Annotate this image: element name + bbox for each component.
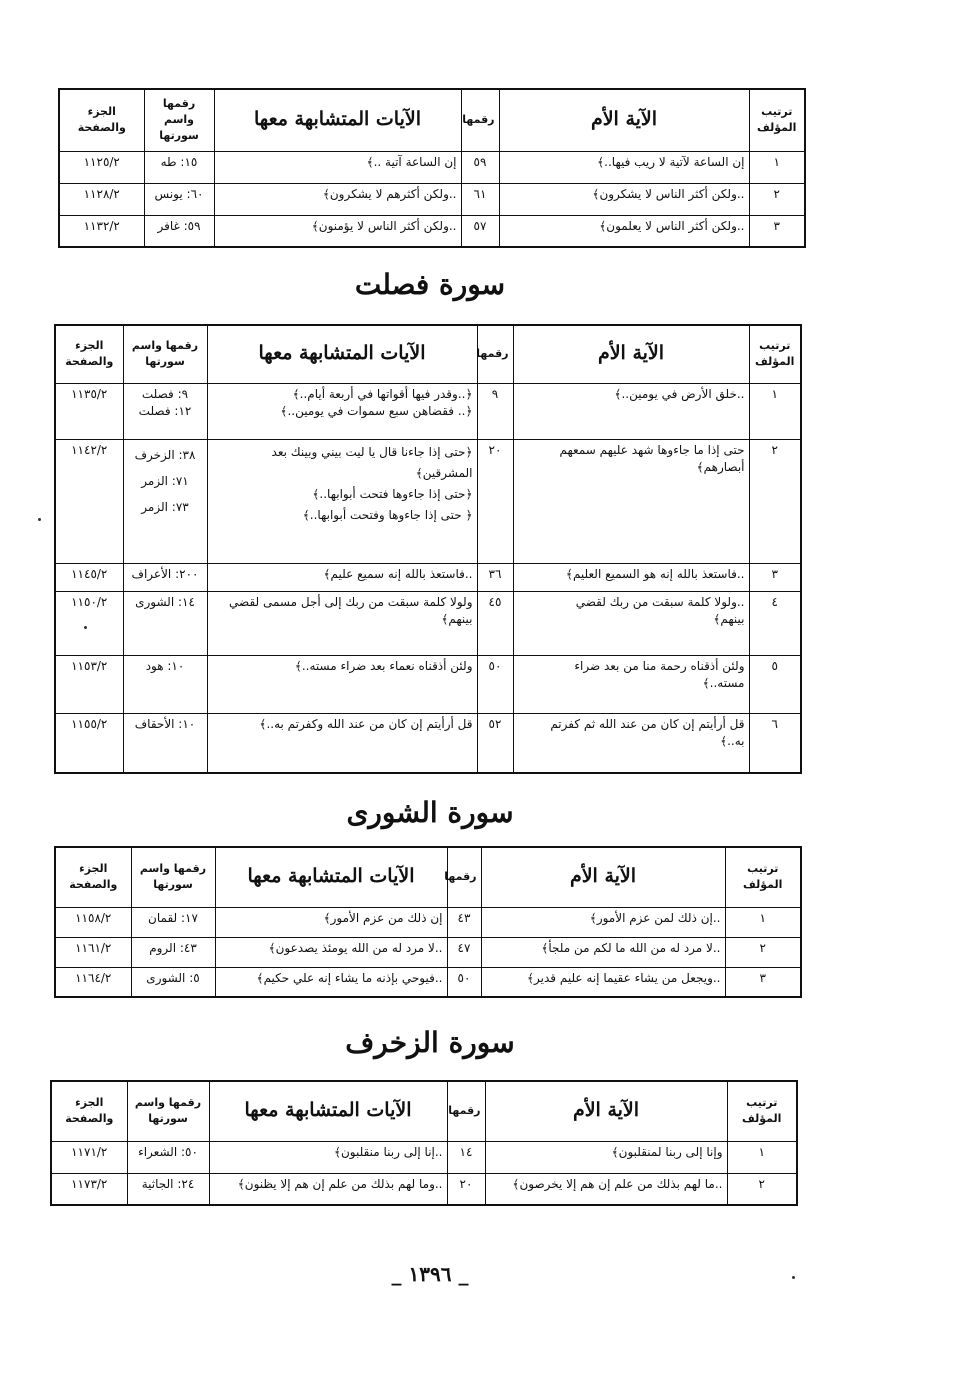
text-line: بينهم﴾ [713,611,745,626]
similar-verse-cell [207,563,477,591]
sura-cell: ٢٤: الجاثية [127,1173,209,1205]
header-mother-verse: الآية الأم [513,325,749,383]
text-line: ﴿ حتى إذا جاءوها وفتحت أبوابها..﴾ [302,507,473,522]
mother-verse-cell: ..ولكن أكثر الناس لا يشكرون﴾ [499,183,749,215]
header-part-and-page: الجزء والصفحة [51,1081,127,1141]
text-line: ولولا كلمة سبقت من ربك إلى أجل مسمى لقضي [229,594,473,609]
table-row [55,439,801,563]
verse-number-cell: ٥٠ [447,967,481,997]
mother-verse-cell: ..ما لهم بذلك من علم إن هم إلا يخرصون﴾ [485,1173,727,1205]
page-cell: ١١٧١/٢ [51,1141,127,1173]
sura-cell [123,563,207,591]
header-order: ترتيب المؤلف [749,325,801,383]
page-cell: ١١٣٢/٢ [59,215,144,247]
header-mother-verse: الآية الأم [481,847,725,907]
verse-number-cell: ٣٦ [477,563,513,591]
similar-verse-cell: إن ذلك من عزم الأمور﴾ [215,907,447,937]
order-cell: ٣ [725,967,801,997]
page-cell: ١١٧٣/٢ [51,1173,127,1205]
table-previous-sura [58,88,806,248]
text-line: ﴿.. فقضاهن سبع سموات في يومين..﴾ [280,403,473,418]
table-row [55,383,801,439]
sura-cell [123,439,207,563]
header-similar-verses: الآيات المتشابهة معها [207,325,477,383]
header-order: ترتيب المؤلف [749,89,805,151]
mother-verse-cell [513,655,749,713]
mother-verse-cell: ..لا مرد له من الله ما لكم من ملجأ﴾ [481,937,725,967]
text-line: ٣٨: الزخرف [134,447,196,462]
similar-verse-cell: ..لا مرد له من الله يومئذ يصدعون﴾ [215,937,447,967]
verse-number-cell: ١٤ [447,1141,485,1173]
header-num-and-sura: رقمها واسم سورتها [123,325,207,383]
verse-number-cell: ٤٧ [447,937,481,967]
page-cell: ١١٦٤/٢ [55,967,131,997]
similar-verse-cell: ..ولكن أكثر الناس لا يؤمنون﴾ [214,215,461,247]
verse-number-cell: ٢٠ [447,1173,485,1205]
text-line: بينهم﴾ [441,611,473,626]
verse-number-cell: ٥٠ [477,655,513,713]
verse-number-cell: ٤٥ [477,591,513,655]
order-cell: ١ [749,151,805,183]
header-num-and-sura: رقمها واسم سورتها [144,89,214,151]
similar-verse-cell: ..فيوحي بإذنه ما يشاء إنه علي حكيم﴾ [215,967,447,997]
header-order: ترتيب المؤلف [727,1081,797,1141]
text-line: ٧٣: الزمر [141,500,189,515]
table-row [59,183,805,215]
order-cell: ٥ [749,655,801,713]
text-line: ١٠: الأحقاف [134,716,196,731]
page-cell: ١١٦١/٢ [55,937,131,967]
text-line: ﴿حتى إذا جاءوها فتحت أبوابها..﴾ [312,486,473,501]
similar-verse-cell [207,591,477,655]
scan-speck [38,518,41,521]
table-row [59,151,805,183]
verse-number-cell: ٥٢ [477,713,513,773]
table-row [55,937,801,967]
header-num-and-sura: رقمها واسم سورتها [131,847,215,907]
similar-verse-cell: إن الساعة آتية ..﴾ [214,151,461,183]
mother-verse-cell: ..ويجعل من يشاء عقيما إنه عليم قدير﴾ [481,967,725,997]
table-row [55,907,801,937]
table-fussilat [54,324,802,774]
sura-cell: ٥: الشورى [131,967,215,997]
page-cell: ١١٥٨/٢ [55,907,131,937]
sura-cell [123,713,207,773]
mother-verse-cell [513,439,749,563]
sura-title-ash-shura: سورة الشورى [346,796,514,829]
order-cell: ١ [749,383,801,439]
page-cell: ١١٢٨/٢ [59,183,144,215]
table-ash-shura [54,846,802,998]
verse-number-cell: ٩ [477,383,513,439]
similar-verse-cell [207,655,477,713]
order-cell: ١ [727,1141,797,1173]
header-similar-verses: الآيات المتشابهة معها [214,89,461,151]
mother-verse-cell [513,713,749,773]
sura-cell: ٦٠: يونس [144,183,214,215]
table-row [55,967,801,997]
sura-cell [123,591,207,655]
text-line: به..﴾ [720,733,745,748]
order-cell: ٣ [749,215,805,247]
text-line: ﴿حتى إذا جاءنا قال يا ليت بيني وبينك بعد [271,444,473,459]
page-cell: ١١٤٥/٢ [55,563,123,591]
table-row [51,1141,797,1173]
similar-verse-cell [207,713,477,773]
sura-cell: ٤٣: الروم [131,937,215,967]
mother-verse-cell: وإنا إلى ربنا لمنقلبون﴾ [485,1141,727,1173]
text-line: ولئن أذقناه نعماء بعد ضراء مسته..﴾ [294,658,473,673]
text-line: ٢٠٠: الأعراف [131,566,199,581]
text-line: حتى إذا ما جاءوها شهد عليهم سمعهم [559,442,745,457]
verse-number-cell: ٤٣ [447,907,481,937]
mother-verse-cell: ..إن ذلك لمن عزم الأمور﴾ [481,907,725,937]
table-row [51,1173,797,1205]
text-line: ٧١: الزمر [141,473,189,488]
header-part-and-page: الجزء والصفحة [59,89,144,151]
order-cell: ١ [725,907,801,937]
text-line: ٩: فصلت [141,386,189,401]
header-its-number: رقمها [447,847,481,907]
header-num-and-sura: رقمها واسم سورتها [127,1081,209,1141]
text-line: قل أرأيتم إن كان من عند الله وكفرتم به..﴾ [259,716,473,731]
page-cell: ١١٤٢/٢ [55,439,123,563]
header-its-number: رقمها [447,1081,485,1141]
sura-title-az-zukhruf: سورة الزخرف [345,1026,515,1059]
verse-number-cell: ٢٠ [477,439,513,563]
text-line: ..فاستعذ بالله إنه هو السميع العليم﴾ [565,566,745,581]
verse-number-cell: ٥٧ [461,215,499,247]
order-cell: ٤ [749,591,801,655]
header-similar-verses: الآيات المتشابهة معها [215,847,447,907]
mother-verse-cell [513,591,749,655]
text-line: المشرقين﴾ [415,465,473,480]
mother-verse-cell: إن الساعة لآتية لا ريب فيها..﴾ [499,151,749,183]
sura-title-fussilat: سورة فصلت [354,268,506,301]
page-cell: ١١٥٠/٢ [55,591,123,655]
verse-number-cell: ٦١ [461,183,499,215]
order-cell: ٢ [725,937,801,967]
page-number: _ ١٣٩٦ _ [391,1262,469,1286]
header-mother-verse: الآية الأم [499,89,749,151]
scan-speck [84,626,87,629]
similar-verse-cell: ..إنا إلى ربنا منقلبون﴾ [209,1141,447,1173]
sura-cell [123,655,207,713]
text-line: ١٠: هود [145,658,185,673]
text-line: ١٤: الشورى [135,594,195,609]
sura-cell: ١٧: لقمان [131,907,215,937]
header-order: ترتيب المؤلف [725,847,801,907]
text-line: ١٢: فصلت [138,403,192,418]
table-row [55,591,801,655]
header-mother-verse: الآية الأم [485,1081,727,1141]
sura-cell [123,383,207,439]
sura-cell: ٥٠: الشعراء [127,1141,209,1173]
header-similar-verses: الآيات المتشابهة معها [209,1081,447,1141]
table-az-zukhruf [50,1080,798,1206]
mother-verse-cell: ..ولكن أكثر الناس لا يعلمون﴾ [499,215,749,247]
verse-number-cell: ٥٩ [461,151,499,183]
similar-verse-cell [207,439,477,563]
page-cell: ١١٥٥/٢ [55,713,123,773]
table-row [55,563,801,591]
similar-verse-cell [207,383,477,439]
header-part-and-page: الجزء والصفحة [55,325,123,383]
header-its-number: رقمها [461,89,499,151]
table-row [59,215,805,247]
sura-cell: ٥٩: غافر [144,215,214,247]
order-cell: ٢ [749,183,805,215]
text-line: ..ولولا كلمة سبقت من ربك لقضي [575,594,745,609]
order-cell: ٢ [727,1173,797,1205]
page-cell: ١١٣٥/٢ [55,383,123,439]
order-cell: ٢ [749,439,801,563]
text-line: ﴿..وقدر فيها أقواتها في أربعة أيام..﴾ [292,386,473,401]
order-cell: ٣ [749,563,801,591]
mother-verse-cell [513,383,749,439]
text-line: قل أرأيتم إن كان من عند الله ثم كفرتم [550,716,745,731]
text-line: ..خلق الأرض في يومين..﴾ [614,386,745,401]
page-cell: ١١٥٣/٢ [55,655,123,713]
similar-verse-cell: ..وما لهم بذلك من علم إن هم إلا يظنون﴾ [209,1173,447,1205]
mother-verse-cell [513,563,749,591]
text-line: أبصارهم﴾ [696,459,745,474]
text-line: ..فاستعذ بالله إنه سميع عليم﴾ [323,566,473,581]
similar-verse-cell: ..ولكن أكثرهم لا يشكرون﴾ [214,183,461,215]
order-cell: ٦ [749,713,801,773]
page-cell: ١١٢٥/٢ [59,151,144,183]
table-row [55,713,801,773]
scan-speck [792,1276,795,1279]
header-part-and-page: الجزء والصفحة [55,847,131,907]
text-line: مسته..﴾ [702,675,745,690]
text-line: ولئن أذقناه رحمة منا من بعد ضراء [574,658,745,673]
header-its-number: رقمها [477,325,513,383]
table-row [55,655,801,713]
sura-cell: ١٥: طه [144,151,214,183]
